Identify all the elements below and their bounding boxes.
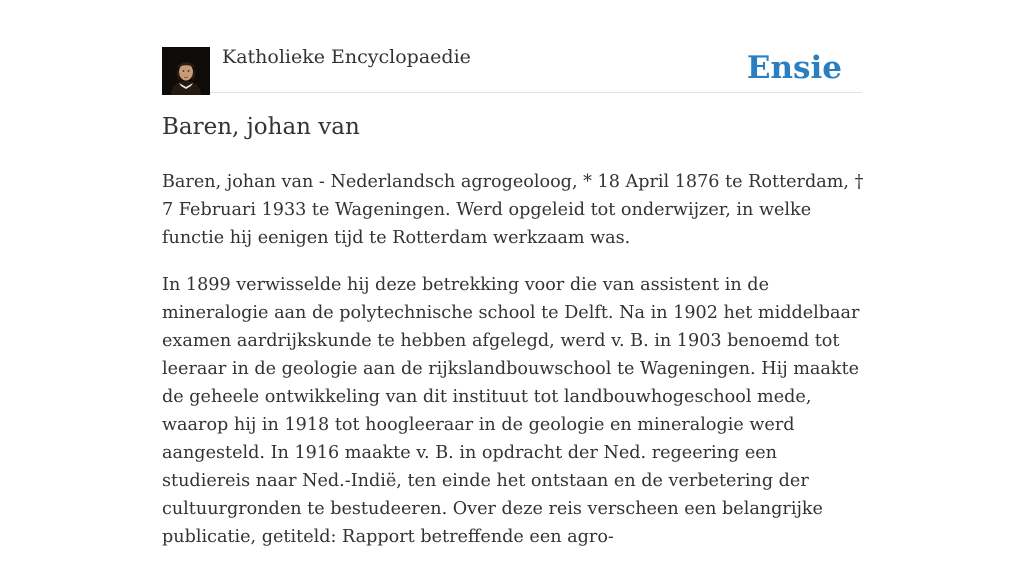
portrait-avatar-icon[interactable] (162, 47, 210, 95)
article-paragraph: Baren, johan van - Nederlandsch agrogeoloog, * 18 April 1876 te Rotterdam, † 7 Februari 1933 te Wageningen. Werd opgeleid tot onderwijzer, in welke functie hij eenigen tijd te Rotterdam werkzaam was. (162, 172, 864, 248)
article-body (162, 168, 866, 570)
article-paragraph: In 1899 verwisselde hij deze betrekking voor die van assistent in de mineralogie aan de polytechnische school te Delft. Na in 1902 het middelbaar examen aardrijkskunde te hebben afgelegd, werd v. B. in 1903 benoemd tot leeraar in de geologie aan de rijkslandbouwschool te Wageningen. Hij maakte de geheele ontwikkeling van dit instituut tot landbouwhogeschool mede, waarop hij in 1918 tot hoogleeraar in de geologie en mineralogie werd aangesteld. In 1916 maakte v. B. in opdracht der Ned. regeering een studiereis naar Ned.-Indië, ten einde het ontstaan en de verbetering der cultuurgronden te bestudeeren. Over deze reis verscheen een belangrijke publicatie, getiteld: Rapport betreffende een agro- (162, 275, 860, 547)
page-title: Baren, johan van (162, 114, 360, 140)
source-title[interactable]: Katholieke Encyclopaedie (222, 46, 471, 68)
brand-logo[interactable]: Ensie (746, 50, 842, 86)
header (162, 40, 862, 93)
